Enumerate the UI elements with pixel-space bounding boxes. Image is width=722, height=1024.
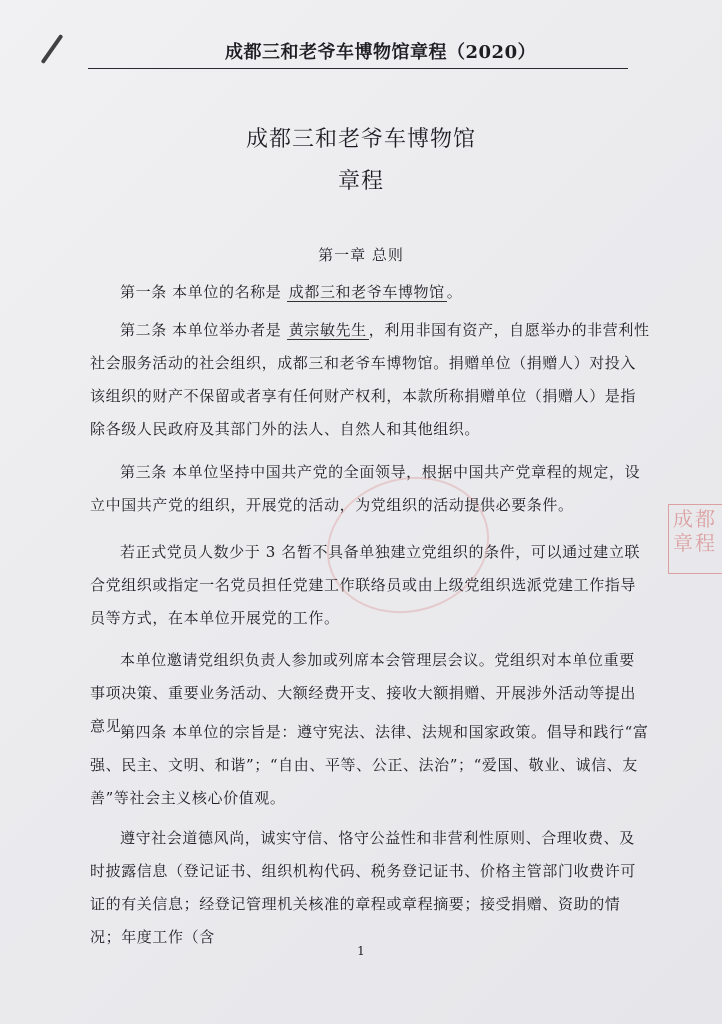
article-1	[90, 276, 650, 309]
article-3-paragraph-3: 本单位邀请党组织负责人参加或列席本会管理层会议。党组织对本单位重要事项决策、重要业务活动、大额经费开支、接收大额捐赠、开展涉外活动等提出意见。	[90, 651, 637, 735]
document-title: 成都三和老爷车博物馆	[245, 127, 476, 152]
running-header: 成都三和老爷车博物馆章程（2020）	[225, 42, 537, 63]
article-4-paragraph-2: 遵守社会道德风尚，诚实守信、恪守公益性和非营利性原则、合理收费、及时披露信息（登记证书、组织机构代码、税务登记证书、价格主管部门收费许可证的有关信息；经登记管理机关核准的章程或章程摘要；接受捐赠、资助的情况；年度工作（含	[90, 829, 637, 946]
red-stamp: 成都章程	[668, 504, 722, 574]
article-4: 第四条 本单位的宗旨是：遵守宪法、法律、法规和国家政策。倡导和践行“富强、民主、文明、和谐”；“自由、平等、公正、法治”；“爱国、敬业、诚信、友善”等社会主义核心价值观。	[90, 723, 649, 807]
article-1-prefix: 第一条 本单位的名称是	[120, 283, 287, 301]
header-rule	[88, 68, 628, 69]
article-3: 第三条 本单位坚持中国共产党的全面领导，根据中国共产党章程的规定，设立中国共产党的组织，开展党的活动，为党组织的活动提供必要条件。	[90, 463, 641, 514]
org-name: 成都三和老爷车博物馆	[288, 283, 445, 301]
article-1-suffix: 。	[446, 283, 463, 301]
page-number: 1	[357, 944, 365, 958]
article-3-paragraph-2: 若正式党员人数少于 3 名暂不具备单独建立党组织的条件，可以通过建立联合党组织或指定一名党员担任党建工作联络员或由上级党组织选派党建工作指导员等方式，在本单位开展党的工作。	[90, 543, 641, 627]
document-subtitle: 章程	[337, 169, 384, 194]
pen-mark	[41, 34, 64, 64]
article-2	[90, 314, 650, 446]
chapter-heading: 第一章 总则	[318, 246, 404, 264]
founder-name: 黄宗敏先生	[288, 321, 367, 339]
article-2-text: ，利用非国有资产，自愿举办的非营利性社会服务活动的社会组织，成都三和老爷车博物馆。捐赠单位（捐赠人）对投入该组织的财产不保留或者享有任何财产权利，本款所称捐赠单位（捐赠人）是指除各级人民政府及其部门外的法人、自然人和其他组织。	[90, 321, 650, 438]
article-2-prefix: 第二条 本单位举办者是	[120, 321, 287, 339]
